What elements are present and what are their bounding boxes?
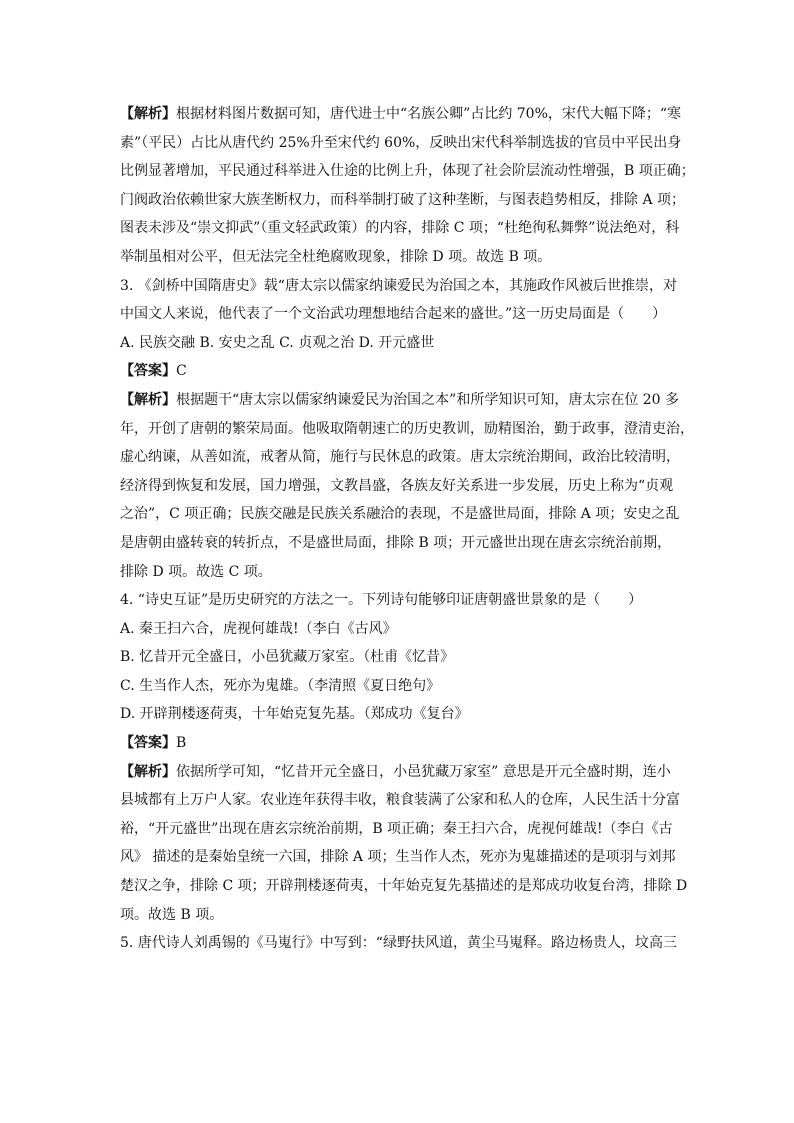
option-c: C. 生当作人杰，死亦为鬼雄。（李清照《夏日绝句》 [120,677,441,694]
question-stem-line: 3. 《剑桥中国隋唐史》载“唐太宗以儒家纳谏爱民为治国之本，其施政作风被后世推崇，对 [120,277,677,294]
answer-tag: 【答案】 [120,363,176,380]
option-b: B. 忆昔开元全盛日，小邑犹藏万家室。（杜甫《忆昔》 [120,649,455,666]
question-4 [120,586,688,929]
question-5 [120,929,680,958]
option-d: D. 开辟荆楼逐荷夷，十年始克复先基。（郑成功《复台》 [120,706,469,723]
answer-tag: 【答案】 [120,735,176,752]
question-stem-line: 中国文人来说，他代表了一个文治武功理想地结合起来的盛世。”这一历史局面是（ ） [120,306,667,323]
question-3 [120,272,694,587]
analysis-line: 是唐朝由盛转衰的转折点，不是盛世局面，排除 B 项；开元盛世出现在唐玄宗统治前期， [120,534,672,551]
answer-line [120,729,680,758]
analysis-tag: 【解析】 [120,391,176,408]
analysis-tag: 【解析】 [120,763,176,780]
analysis-tag: 【解析】 [120,106,176,122]
option-a: A. 秦王扫六合，虎视何雄哉!（李白《古风》 [120,620,397,637]
analysis-line: 【解析】根据材料图片数据可知，唐代进士中“名族公卿”占比约 70%，宋代大幅下降；“寒 [120,106,682,122]
analysis-line: 比例显著增加，平民通过科举进入仕途的比例上升，体现了社会阶层流动性增强，B 项正确； [120,163,695,180]
analysis-line: 【解析】根据题干“唐太宗以儒家纳谏爱民为治国之本”和所学知识可知，唐太宗在位 20 多 [120,391,680,408]
analysis-line: 风》 描述的是秦始皇统一六国，排除 A 项；生当作人杰，死亦为鬼雄描述的是项羽与刘邦 [120,849,676,866]
analysis-line: 【解析】依据所学可知，“忆昔开元全盛日，小邑犹藏万家室” 意思是开元全盛时期，连小 [120,763,671,780]
analysis-line: 经济得到恢复和发展，国力增强，文教昌盛，各族友好关系进一步发展，历史上称为“贞观 [120,477,674,494]
analysis-line: 虚心纳谏，从善如流，戒奢从简，施行与民休息的政策。唐太宗统治期间，政治比较清明， [120,449,680,466]
answer-value: C [176,363,187,380]
analysis-line: 之治”，C 项正确；民族交融是民族关系融洽的表现，不是盛世局面，排除 A 项；安史之乱 [120,506,680,523]
analysis-line: 县城都有上万户人家。农业连年获得丰收，粮食装满了公家和私人的仓库，人民生活十分富 [120,792,680,809]
analysis-line: 门阀政治依赖世家大族垄断权力，而科举制打破了这种垄断，与图表趋势相反，排除 A 项； [120,191,686,208]
analysis-line: 年，开创了唐朝的繁荣局面。他吸取隋朝速亡的历史教训，励精图治，勤于政事，澄清吏治， [120,420,694,437]
question-stem-line: 4. “诗史互证”是历史研究的方法之一。下列诗句能够印证唐朝盛世景象的是（ ） [120,592,643,609]
analysis-line: 素”（平民）占比从唐代约 25%升至宋代约 60%，反映出宋代科举制选拔的官员中平民出身 [120,134,682,151]
analysis-line: 排除 D 项。故选 C 项。 [120,563,272,580]
question-stem-line: 5. 唐代诗人刘禹锡的《马嵬行》中写到：“绿野扶风道，黄尘马嵬释。路边杨贵人，坟高三 [120,935,677,952]
answer-line [120,357,680,386]
question-options: A. 民族交融 B. 安史之乱 C. 贞观之治 D. 开元盛世 [120,334,435,351]
analysis-line: 裕，“开元盛世”出现在唐玄宗统治前期，B 项正确；秦王扫六合，虎视何雄哉!（李白《古 [120,820,673,837]
answer-value: B [176,735,187,752]
analysis-line: 图表未涉及“崇文抑武”（重文轻武政策）的内容，排除 C 项；“杜绝徇私舞弊”说法绝对，科 [120,220,680,237]
analysis-line: 举制虽相对公平，但无法完全杜绝腐败现象，排除 D 项。故选 B 项。 [120,248,552,265]
document-page [120,100,695,958]
analysis-block-q2 [120,100,695,272]
analysis-line: 楚汉之争，排除 C 项；开辟荆楼逐荷夷，十年始克复先基描述的是郑成功收复台湾，排除 D [120,878,688,895]
analysis-line: 项。故选 B 项。 [120,906,224,923]
